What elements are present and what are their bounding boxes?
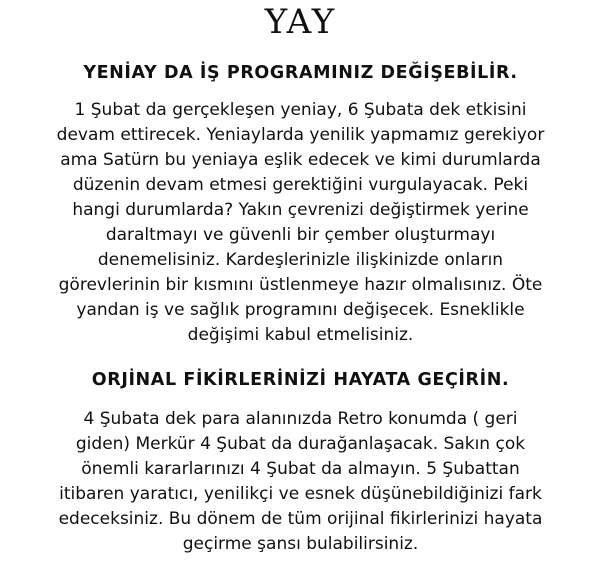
section-paragraph-original-ideas xyxy=(0,407,601,557)
paragraph-line: değişimi kabul etmelisiniz. xyxy=(187,325,414,345)
paragraph-line: devam ettirecek. Yeniaylarda yenilik yapmamız gerekiyor xyxy=(56,125,545,145)
paragraph-line: giden) Merkür 4 Şubat da durağanlaşacak. Sakın çok xyxy=(75,434,526,454)
paragraph-line: düzenin devam etmesi gerektiğini vurgulayacak. Peki xyxy=(72,175,529,195)
paragraph-line: ama Satürn bu yeniaya eşlik edecek ve kimi durumlarda xyxy=(60,150,541,170)
section-heading-new-moon: YENİAY DA İŞ PROGRAMINIZ DEĞİŞEBİLİR. xyxy=(83,63,518,83)
section-heading-original-ideas: ORJİNAL FİKİRLERİNİZİ HAYATA GEÇİRİN. xyxy=(91,370,510,390)
paragraph-line: yandan iş ve sağlık programını değişecek. Esneklikle xyxy=(76,300,525,320)
paragraph-line: görevlerinin bir kısmını üstlenmeye hazır olmalısınız. Öte xyxy=(58,275,543,295)
section-paragraph-new-moon xyxy=(0,98,601,348)
paragraph-line: önemli kararlarınızı 4 Şubat da almayın. 5 Şubattan xyxy=(81,459,520,479)
paragraph-line: itibaren yaratıcı, yenilikçi ve esnek düşünebildiğinizi fark xyxy=(59,484,542,504)
paragraph-line: edeceksiniz. Bu dönem de tüm orijinal fikirlerinizi hayata xyxy=(58,509,543,529)
page-title: YAY xyxy=(264,2,337,42)
paragraph-line: denemelisiniz. Kardeşlerinizle ilişkinizde onların xyxy=(97,250,504,270)
paragraph-line: hangi durumlarda? Yakın çevrenizi değiştirmek yerine xyxy=(72,200,529,220)
paragraph-line: geçirme şansı bulabilirsiniz. xyxy=(182,534,419,554)
paragraph-line: daraltmayı ve güvenli bir çember oluşturmayı xyxy=(105,225,496,245)
paragraph-line: 1 Şubat da gerçekleşen yeniay, 6 Şubata dek etkisini xyxy=(74,100,527,120)
paragraph-line: 4 Şubata dek para alanınızda Retro konumda ( geri xyxy=(83,409,518,429)
